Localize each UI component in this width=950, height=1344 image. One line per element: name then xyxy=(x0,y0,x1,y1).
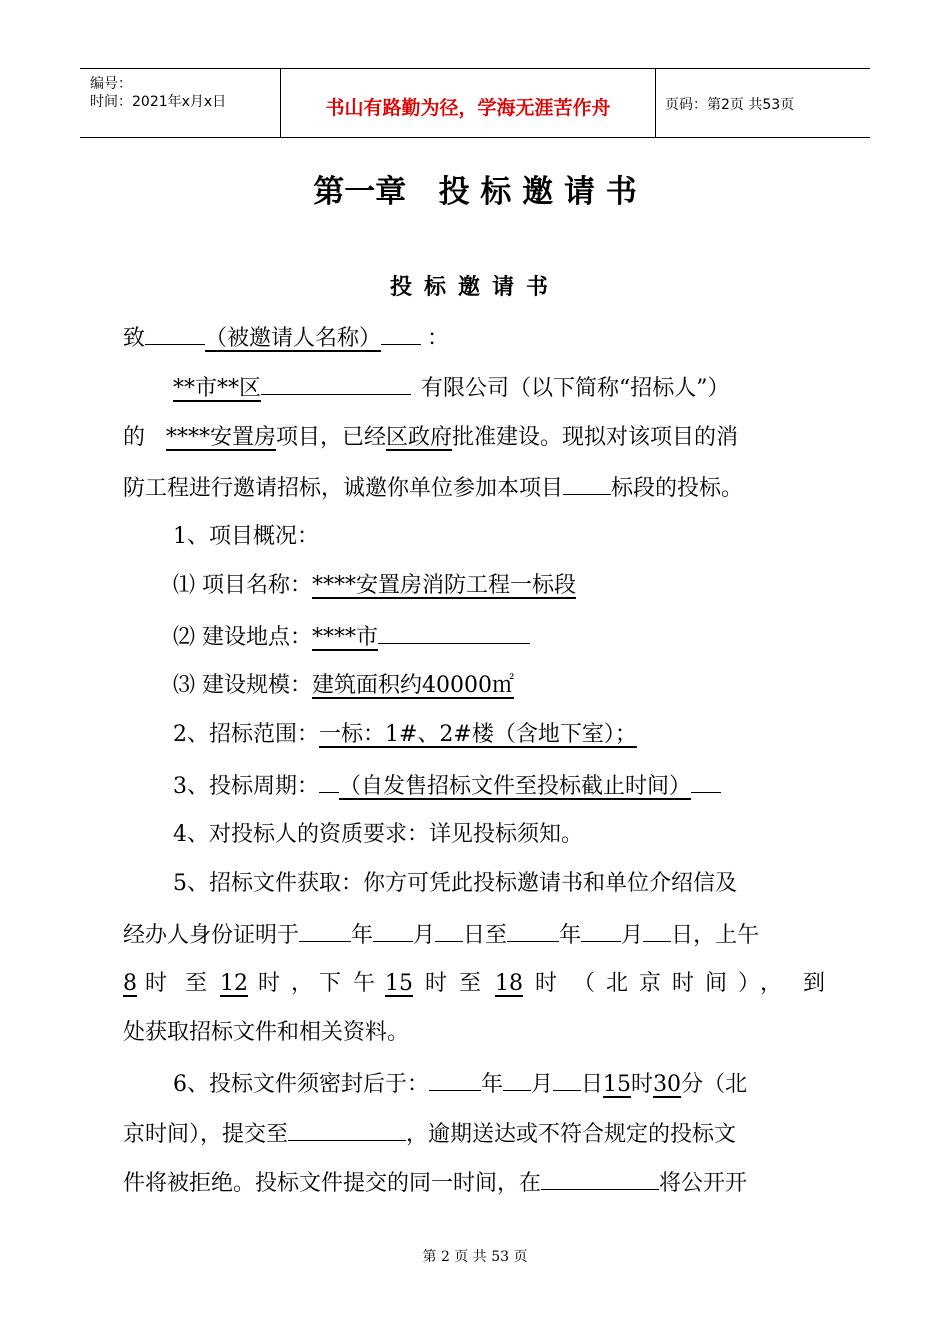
chapter-title: 第一章 投 标 邀 请 书 xyxy=(313,174,637,210)
period-blank xyxy=(319,770,339,793)
blank-submit-year xyxy=(429,1068,481,1091)
greeting-blank xyxy=(145,322,205,345)
submit-text-b: 京时间），提交至 xyxy=(123,1122,289,1147)
number-label: 编号： xyxy=(90,76,132,92)
project-name-row xyxy=(173,571,576,601)
blank-year-2 xyxy=(507,919,559,942)
submit-year: 年 xyxy=(481,1072,504,1097)
obtain-month-2: 月 xyxy=(621,923,644,948)
motto: 书山有路勤为径，学海无涯苦作舟 xyxy=(325,97,611,119)
period-label: 3、投标周期： xyxy=(173,774,319,799)
project-name-label: ⑴ 项目名称： xyxy=(173,573,312,598)
header-table xyxy=(80,68,870,138)
period-blank-2 xyxy=(691,770,721,793)
zhi-2: 至 xyxy=(459,971,482,996)
qualification-row: 4、对投标人的资质要求：详见投标须知。 xyxy=(173,822,583,847)
blank-month-2 xyxy=(581,919,621,942)
blank-day-2 xyxy=(643,919,671,942)
xiawu: 下午 xyxy=(319,971,388,996)
header-page-cell xyxy=(655,69,870,137)
blank-submit-place xyxy=(288,1118,406,1141)
intro-text-e: 标段的投标。 xyxy=(611,476,744,501)
approver: 区政府 xyxy=(386,425,453,450)
page-footer: 第 2 页 共 53 页 xyxy=(422,1249,528,1265)
intro-line-3 xyxy=(123,472,743,504)
scale-label: ⑶ 建设规模： xyxy=(173,673,312,698)
submit-day: 日 xyxy=(581,1072,604,1097)
intro-line-2 xyxy=(123,423,738,453)
overview-heading: 1、项目概况： xyxy=(173,524,319,549)
hour-15: 15 xyxy=(385,971,413,996)
submit-text-a: 6、投标文件须密封后于： xyxy=(173,1072,429,1097)
submit-text-e: 将公开开 xyxy=(659,1171,748,1196)
blank-submit-day xyxy=(553,1068,581,1091)
submit-hour: 15 xyxy=(603,1072,632,1097)
intro-text-a: 的 xyxy=(123,425,152,450)
scope-row xyxy=(173,720,637,750)
submit-month: 月 xyxy=(531,1072,554,1097)
site-row xyxy=(173,621,530,653)
hour-8: 8 xyxy=(123,971,137,996)
zhi-1: 至 xyxy=(185,971,208,996)
obtain-month: 月 xyxy=(413,923,436,948)
dao: 到 xyxy=(803,971,826,996)
beijing-time: （北京时间）， xyxy=(573,971,794,996)
submit-line-3 xyxy=(123,1167,747,1199)
shi-1: 时 xyxy=(145,971,168,996)
section-blank xyxy=(563,472,611,495)
subtitle: 投标邀请书 xyxy=(389,275,560,300)
page-info: 页码：第2页 共53页 xyxy=(665,97,795,113)
obtain-year-2: 年 xyxy=(559,923,582,948)
hour-18: 18 xyxy=(495,971,523,996)
period-row xyxy=(173,770,721,802)
blank-submit-month xyxy=(503,1068,531,1091)
submit-shi: 时 xyxy=(631,1072,654,1097)
blank-year-1 xyxy=(299,919,351,942)
site-label: ⑵ 建设地点： xyxy=(173,625,312,650)
obtain-line-1: 5、招标文件获取：你方可凭此投标邀请书和单位介绍信及 xyxy=(173,871,737,896)
shi-3: 时 xyxy=(425,971,448,996)
greeting-prefix: 致 xyxy=(123,326,146,351)
site-value: ****市 xyxy=(312,625,379,650)
period-value: （自发售招标文件至投标截止时间） xyxy=(339,774,692,799)
header-motto-cell xyxy=(280,69,656,137)
site-blank xyxy=(378,621,530,644)
scale-row xyxy=(173,671,514,701)
blank-open-place xyxy=(541,1167,659,1190)
obtain-line-4: 处获取招标文件和相关资料。 xyxy=(123,1020,410,1045)
intro-line-1 xyxy=(173,372,730,404)
obtain-day-to: 日至 xyxy=(463,923,508,948)
submit-fen: 分（北 xyxy=(681,1072,748,1097)
header-meta xyxy=(80,69,280,137)
company-blank xyxy=(261,372,411,395)
project-name-value: ****安置房消防工程一标段 xyxy=(312,573,577,598)
blank-month-1 xyxy=(373,919,413,942)
greeting xyxy=(123,322,449,354)
greeting-recipient: （被邀请人名称） xyxy=(205,326,382,351)
submit-line-1 xyxy=(173,1068,747,1100)
greeting-blank-2 xyxy=(381,322,421,345)
obtain-text-a: 经办人身份证明于 xyxy=(123,923,300,948)
intro-text-c: 批准建设。现拟对该项目的消 xyxy=(452,425,739,450)
submit-minute: 30 xyxy=(653,1072,682,1097)
comma-1: ， xyxy=(291,971,314,996)
obtain-day-end: 日，上午 xyxy=(671,923,760,948)
scale-value: 建筑面积约40000㎡ xyxy=(312,673,514,698)
shi-4: 时 xyxy=(535,971,558,996)
scope-label: 2、招标范围： xyxy=(173,722,319,747)
scope-value: 一标：1#、2#楼（含地下室）； xyxy=(319,722,637,747)
blank-day-1 xyxy=(435,919,463,942)
submit-text-c: ，逾期送达或不符合规定的投标文 xyxy=(406,1122,737,1147)
submit-text-d: 件将被拒绝。投标文件提交的同一时间，在 xyxy=(123,1171,542,1196)
project-name: ****安置房 xyxy=(166,425,277,450)
company-suffix: 有限公司（以下简称“招标人”） xyxy=(421,376,730,401)
intro-text-d: 防工程进行邀请招标，诚邀你单位参加本项目 xyxy=(123,476,564,501)
submit-line-2 xyxy=(123,1118,736,1150)
company-prefix: **市**区 xyxy=(173,376,262,401)
hour-12: 12 xyxy=(220,971,248,996)
shi-2: 时 xyxy=(258,971,281,996)
time-label: 时间：2021年x月x日 xyxy=(90,94,227,110)
intro-text-b: 项目，已经 xyxy=(276,425,387,450)
greeting-suffix: ： xyxy=(427,326,450,351)
obtain-year: 年 xyxy=(351,923,374,948)
obtain-line-2 xyxy=(123,919,759,951)
